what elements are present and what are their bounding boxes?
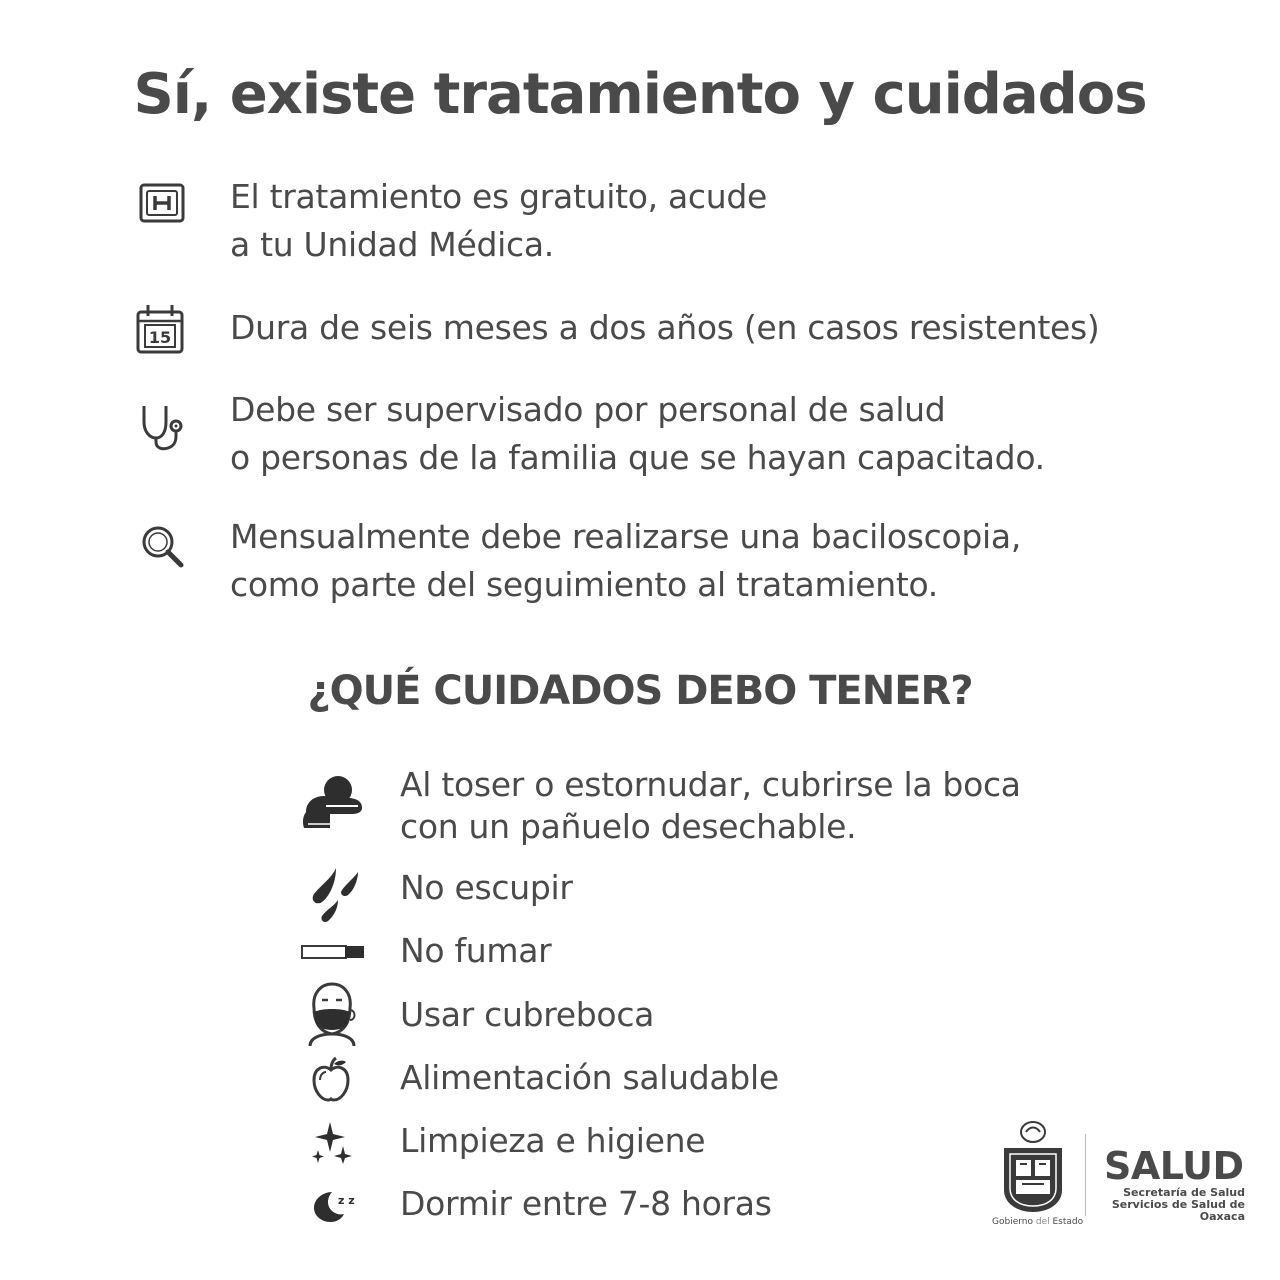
magnifier-icon: [140, 524, 186, 570]
care-item-7-label: Dormir entre 7-8 horas: [400, 1184, 772, 1223]
care-item-1-line-1: Al toser o estornudar, cubrirse la boca: [400, 765, 1021, 804]
stethoscope-icon: [138, 402, 184, 452]
sleep-mark: z z: [338, 1194, 355, 1207]
treatment-item-2-line-1: Dura de seis meses a dos años (en casos resistentes): [230, 308, 1100, 347]
moon-sleep-icon: [310, 1184, 358, 1224]
treatment-item-4-line-2: como parte del seguimiento al tratamiento.: [230, 565, 938, 604]
treatment-item-1-line-2: a tu Unidad Médica.: [230, 225, 554, 264]
spit-drops-icon: [306, 864, 362, 924]
care-item-4-label: Usar cubreboca: [400, 995, 655, 1034]
cough-into-elbow-icon: [300, 772, 366, 832]
treatment-item-4-line-1: Mensualmente debe realizarse una baciloscopia,: [230, 517, 1022, 556]
cigarette-icon: [301, 944, 365, 960]
care-item-1-line-2: con un pañuelo desechable.: [400, 807, 857, 846]
logo-divider: [1085, 1134, 1086, 1216]
calendar-icon: [134, 302, 186, 356]
calendar-day: 15: [148, 328, 172, 347]
treatment-item-3-line-1: Debe ser supervisado por personal de salud: [230, 390, 946, 429]
face-mask-icon: [306, 982, 356, 1048]
salud-line-2: Servicios de Salud de Oaxaca: [1111, 1198, 1245, 1223]
care-item-6-label: Limpieza e higiene: [400, 1121, 706, 1160]
care-item-5-label: Alimentación saludable: [400, 1058, 779, 1097]
salud-wordmark: SALUD: [1104, 1144, 1244, 1188]
state-coat-of-arms-icon: [1000, 1120, 1066, 1216]
care-section-title: ¿QUÉ CUIDADOS DEBO TENER?: [307, 668, 973, 714]
treatment-item-3-line-2: o personas de la familia que se hayan capacitado.: [230, 438, 1045, 477]
hospital-icon: [138, 182, 186, 224]
page-title: Sí, existe tratamiento y cuidados: [133, 62, 1147, 127]
treatment-item-1-line-1: El tratamiento es gratuito, acude: [230, 177, 768, 216]
care-item-2-label: No escupir: [400, 868, 573, 907]
care-item-3-label: No fumar: [400, 931, 552, 970]
apple-icon: [310, 1056, 352, 1102]
salud-line-1: Secretaría de Salud: [1123, 1186, 1245, 1199]
state-government-label: Gobierno del Estado: [992, 1217, 1084, 1227]
sparkles-icon: [312, 1120, 352, 1164]
